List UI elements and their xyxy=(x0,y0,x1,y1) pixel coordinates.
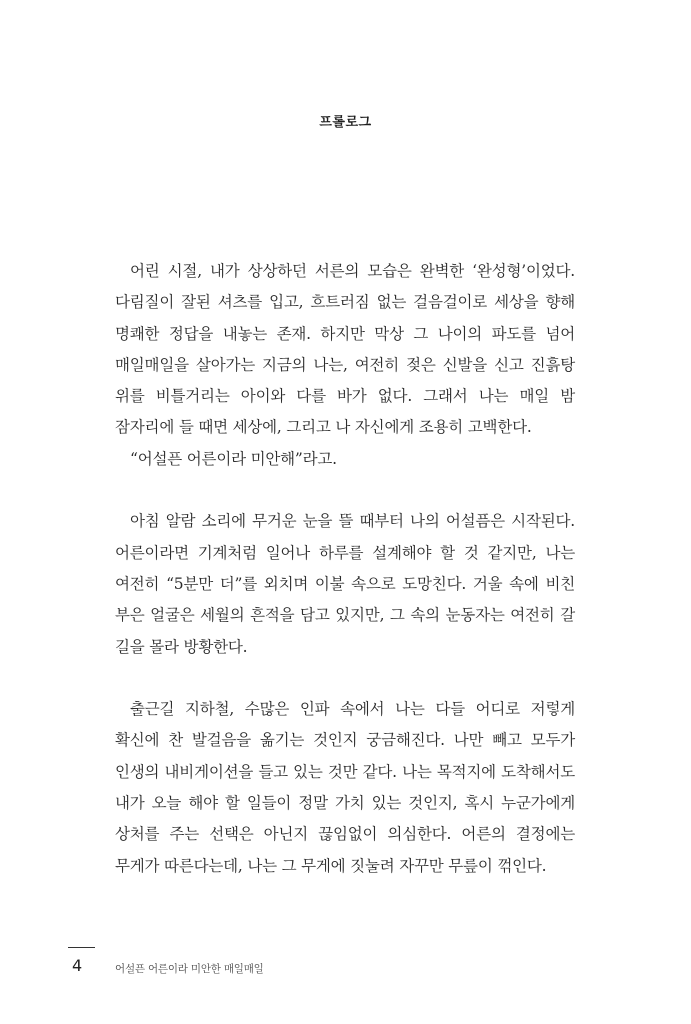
footer-rule xyxy=(68,947,95,948)
paragraph-morning: 아침 알람 소리에 무거운 눈을 뜰 때부터 나의 어설픔은 시작된다. 어른이라면 기계처럼 일어나 하루를 설계해야 할 것 같지만, 나는 여전히 “5분만 더”를 외치며 이불 속으로 도망친다. 거울 속에 비친 부은 얼굴은 세월의 흔적을 담고 있지만, 그 속의 눈동자는 여전히 갈 길을 몰라 방황한다. xyxy=(115,512,575,656)
paragraph-quote: “어설픈 어른이라 미안해”라고. xyxy=(130,449,337,468)
paragraph-spacer xyxy=(115,475,575,506)
body-text xyxy=(115,256,575,882)
paragraph-spacer xyxy=(115,663,575,694)
paragraph-intro: 어린 시절, 내가 상상하던 서른의 모습은 완벽한 ‘완성형’이었다. 다림질이 잘된 셔츠를 입고, 흐트러짐 없는 걸음걸이로 세상을 향해 명쾌한 정답을 내놓는 존재. 하지만 막상 그 나이의 파도를 넘어 매일매일을 살아가는 지금의 나는, 여전히 젖은 신발을 신고 진흙탕 위를 비틀거리는 아이와 다를 바가 없다. 그래서 나는 매일 밤 잠자리에 들 때면 세상에, 그리고 나 자신에게 조용히 고백한다. xyxy=(115,262,575,437)
page-number: 4 xyxy=(72,956,83,975)
running-title: 어설픈 어른이라 미안한 매일매일 xyxy=(115,963,264,975)
chapter-title: 프롤로그 xyxy=(319,115,372,130)
paragraph-commute: 출근길 지하철, 수많은 인파 속에서 나는 다들 어디로 저렇게 확신에 찬 발걸음을 옮기는 것인지 궁금해진다. 나만 빼고 모두가 인생의 내비게이션을 들고 있는 것만 같다. 나는 목적지에 도착해서도 내가 오늘 해야 할 일들이 정말 가치 있는 것인지, 혹시 누군가에게 상처를 주는 선택은 아닌지 끊임없이 의심한다. 어른의 결정에는 무게가 따른다는데, 나는 그 무게에 짓눌려 자꾸만 무릎이 꺾인다. xyxy=(115,700,575,875)
